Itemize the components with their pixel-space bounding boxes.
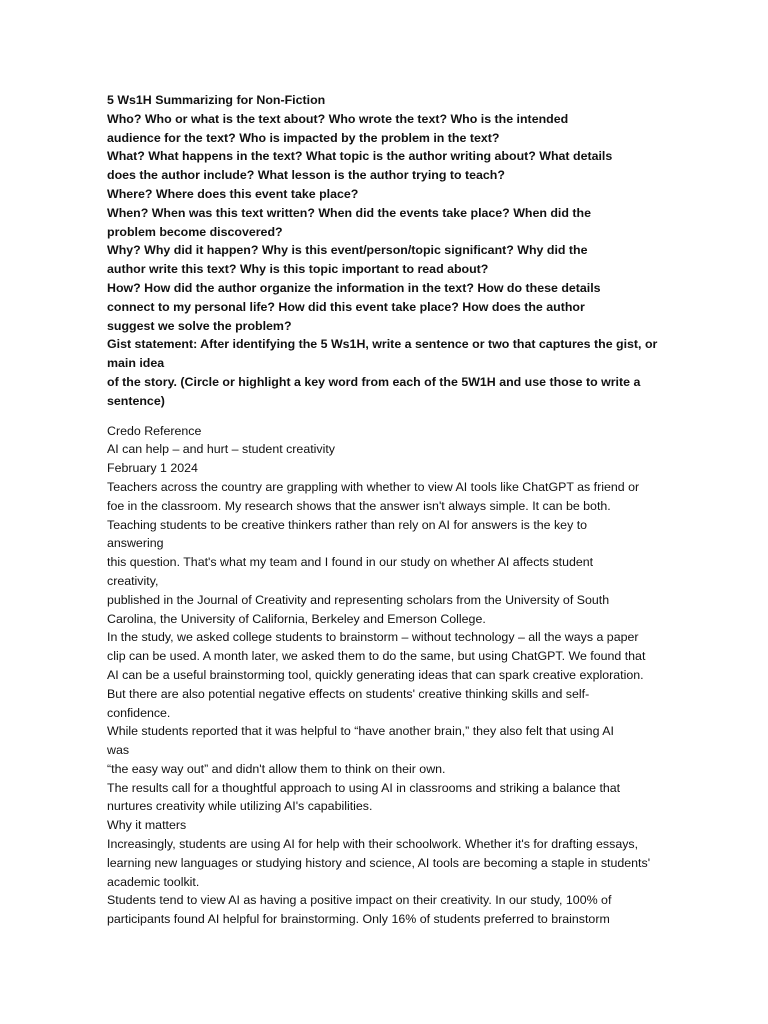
gist-statement-line-1: Gist statement: After identifying the 5 Ws1H, write a sentence or two that captures the gist, or: [107, 337, 658, 352]
article-line: AI can be a useful brainstorming tool, quickly generating ideas that can spark creative exploration.: [107, 667, 644, 682]
article-line: In the study, we asked college students to brainstorm – without technology – all the ways a paper: [107, 630, 639, 645]
how-question-line-1: How? How did the author organize the information in the text? How do these details: [107, 280, 601, 295]
article-line: Carolina, the University of California, Berkeley and Emerson College.: [107, 611, 486, 626]
article-line: was: [107, 743, 130, 758]
article-subheading: Why it matters: [107, 818, 187, 833]
when-question-line-2: problem become discovered?: [107, 224, 283, 239]
article-title: AI can help – and hurt – student creativity: [107, 442, 335, 457]
article-date: February 1 2024: [107, 461, 198, 476]
article-line: published in the Journal of Creativity and representing scholars from the University of South: [107, 592, 610, 607]
how-question-line-3: suggest we solve the problem?: [107, 318, 292, 333]
article-text: [107, 422, 667, 930]
what-question-line-1: What? What happens in the text? What topic is the author writing about? What details: [107, 149, 613, 164]
article-line: The results call for a thoughtful approach to using AI in classrooms and striking a balance that: [107, 780, 621, 795]
article-line: clip can be used. A month later, we asked them to do the same, but using ChatGPT. We found that: [107, 649, 646, 664]
article-line: Increasingly, students are using AI for help with their schoolwork. Whether it's for drafting essays,: [107, 837, 639, 852]
worksheet-instructions: [107, 91, 667, 411]
who-question-line-1: Who? Who or what is the text about? Who wrote the text? Who is the intended: [107, 111, 569, 126]
article-line: nurtures creativity while utilizing AI's capabilities.: [107, 799, 373, 814]
article-line: learning new languages or studying history and science, AI tools are becoming a staple in students': [107, 855, 651, 870]
gist-statement-line-3: of the story. (Circle or highlight a key word from each of the 5W1H and use those to write a: [107, 374, 641, 389]
why-question-line-2: author write this text? Why is this topic important to read about?: [107, 262, 489, 277]
article-line: participants found AI helpful for brainstorming. Only 16% of students preferred to brainstorm: [107, 912, 610, 927]
article-line: foe in the classroom. My research shows that the answer isn't always simple. It can be both.: [107, 498, 611, 513]
article-line: this question. That's what my team and I found in our study on whether AI affects student: [107, 555, 594, 570]
worksheet-title: 5 Ws1H Summarizing for Non-Fiction: [107, 93, 326, 107]
article-line: confidence.: [107, 705, 171, 720]
why-question-line-1: Why? Why did it happen? Why is this event/person/topic significant? Why did the: [107, 243, 588, 258]
article-line: Teachers across the country are grappling with whether to view AI tools like ChatGPT as friend or: [107, 479, 640, 494]
who-question-line-2: audience for the text? Who is impacted by the problem in the text?: [107, 130, 500, 145]
article-line: While students reported that it was helpful to “have another brain,” they also felt that using AI: [107, 724, 614, 739]
article-line: Students tend to view AI as having a positive impact on their creativity. In our study, 100% of: [107, 893, 612, 908]
article-line: “the easy way out” and didn't allow them to think on their own.: [107, 761, 446, 776]
article-line: answering: [107, 536, 164, 551]
where-question-line: Where? Where does this event take place?: [107, 186, 359, 201]
article-line: Teaching students to be creative thinkers rather than rely on AI for answers is the key to: [107, 517, 588, 532]
article-line: But there are also potential negative effects on students' creative thinking skills and self-: [107, 686, 590, 701]
article-line: academic toolkit.: [107, 874, 200, 889]
gist-statement-line-4: sentence): [107, 393, 165, 408]
what-question-line-2: does the author include? What lesson is the author trying to teach?: [107, 168, 505, 183]
section-spacer: [107, 411, 667, 422]
article-source: Credo Reference: [107, 423, 202, 438]
article-line: creativity,: [107, 573, 159, 588]
document-page: [107, 91, 667, 929]
how-question-line-2: connect to my personal life? How did this event take place? How does the author: [107, 299, 585, 314]
when-question-line-1: When? When was this text written? When did the events take place? When did the: [107, 205, 591, 220]
gist-statement-line-2: main idea: [107, 356, 165, 371]
